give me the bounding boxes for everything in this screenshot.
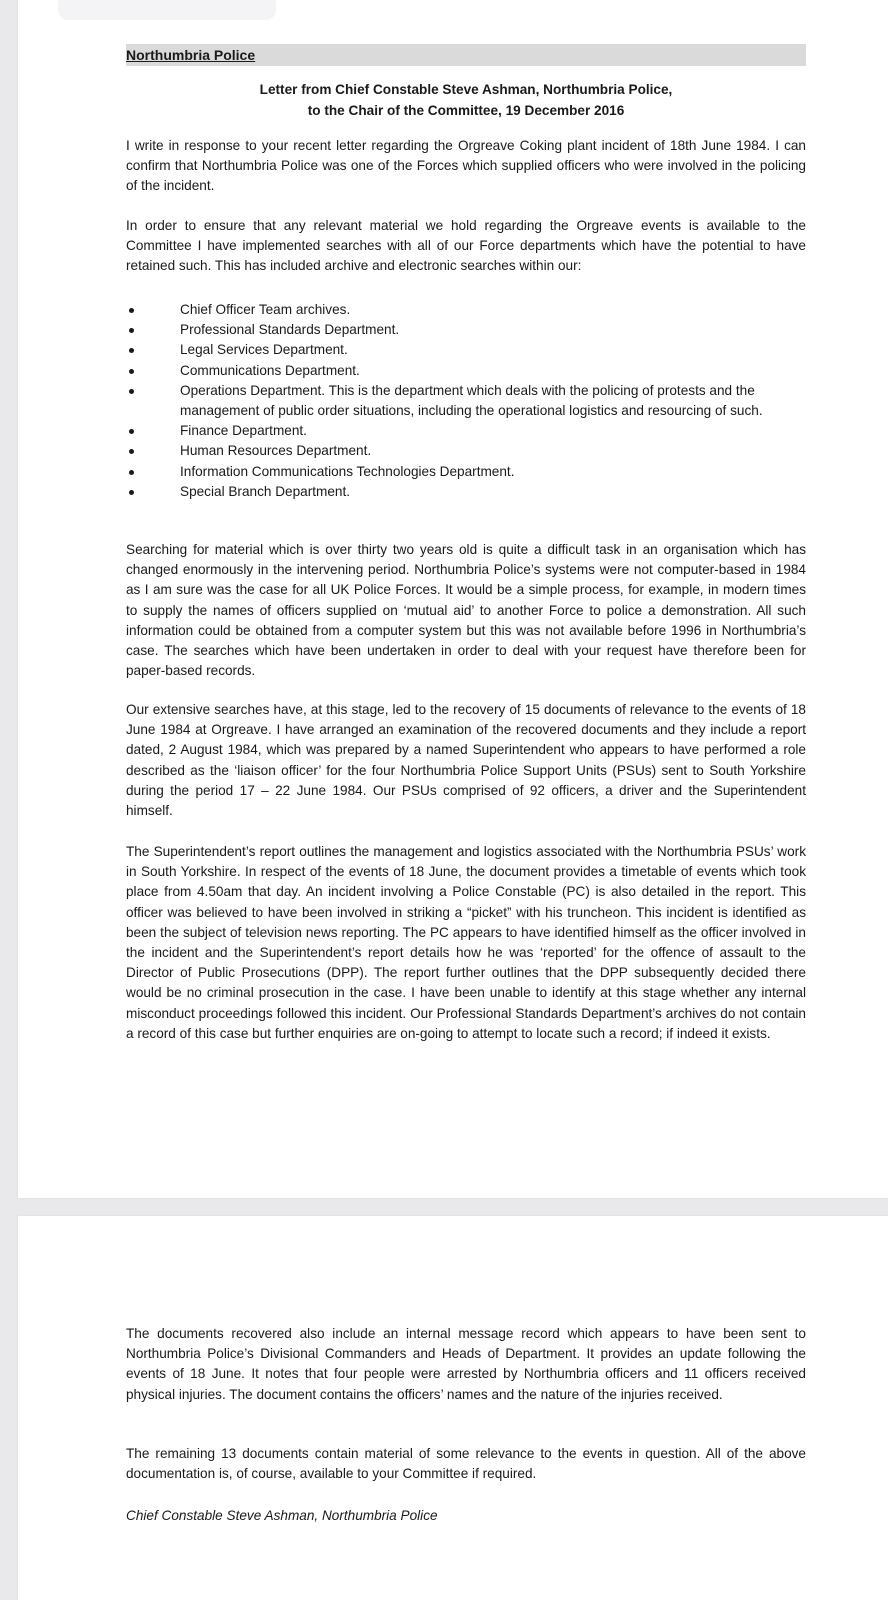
letter-title-line-2: to the Chair of the Committee, 19 December 2016 <box>307 102 625 118</box>
paragraph-1 <box>126 136 806 197</box>
letter-title <box>126 80 806 121</box>
departments-list <box>126 300 806 502</box>
list-item: Information Communications Technologies Department. <box>126 462 806 482</box>
list-item: Chief Officer Team archives. <box>126 300 806 320</box>
background-tab <box>58 0 276 20</box>
list-item: Legal Services Department. <box>126 340 806 360</box>
paragraph-text: In order to ensure that any relevant material we hold regarding the Orgreave events is available to the Committee I have implemented searches with all of our Force departments which have the potential to have retained such. This has included archive and electronic searches within our: <box>126 218 806 274</box>
paragraph-text: The remaining 13 documents contain material of some relevance to the events in question. All of the above documentation is, of course, available to your Committee if required. <box>126 1446 806 1482</box>
organisation-heading: Northumbria Police <box>126 47 256 63</box>
paragraph-4 <box>126 700 806 821</box>
list-item: Professional Standards Department. <box>126 320 806 340</box>
paragraph-text: I write in response to your recent letter regarding the Orgreave Coking plant incident of 18th June 1984. I can confirm that Northumbria Police was one of the Forces which supplied officers who were involved in the policing of the incident. <box>126 138 806 194</box>
bullet-icon <box>129 328 134 333</box>
signature: Chief Constable Steve Ashman, Northumbria Police <box>126 1508 438 1523</box>
bullet-icon <box>129 449 134 454</box>
bullet-icon <box>129 308 134 313</box>
document-page-1 <box>18 0 888 1198</box>
bullet-icon <box>129 389 134 394</box>
bullet-icon <box>129 490 134 495</box>
letter-title-line-1: Letter from Chief Constable Steve Ashman, Northumbria Police, <box>259 82 673 97</box>
paragraph-7 <box>126 1444 806 1484</box>
paragraph-text: Our extensive searches have, at this stage, led to the recovery of 15 documents of relevance to the events of 18 June 1984 at Orgreave. I have arranged an examination of the recovered documents and they include a report dated, 2 August 1984, which was prepared by a named Superintendent who appears to have performed a role described as the ‘liaison officer’ for the four Northumbria Police Support Units (PSUs) sent to South Yorkshire during the period 17 – 22 June 1984. Our PSUs comprised of 92 officers, a driver and the Superintendent himself. <box>126 702 806 819</box>
bullet-icon <box>129 470 134 475</box>
bullet-icon <box>129 429 134 434</box>
document-page-2 <box>18 1216 888 1600</box>
paragraph-text: Searching for material which is over thirty two years old is quite a difficult task in an organisation which has changed enormously in the intervening period. Northumbria Police’s systems were not computer-based in 1984 as I am sure was the case for all UK Police Forces. It would be a simple process, for example, in modern times to supply the names of officers supplied on ‘mutual aid’ to another Force to police a demonstration. All such information could be obtained from a computer system but this was not available before 1996 in Northumbria’s case. The searches which have been undertaken in order to deal with your request have therefore been for paper-based records. <box>126 542 806 679</box>
paragraph-3 <box>126 540 806 681</box>
paragraph-2 <box>126 216 806 277</box>
paragraph-text: The documents recovered also include an internal message record which appears to have been sent to Northumbria Police’s Divisional Commanders and Heads of Department. It provides an update following the events of 18 June. It notes that four people were arrested by Northumbria officers and 11 officers received physical injuries. The document contains the officers’ names and the nature of the injuries received. <box>126 1326 806 1402</box>
paragraph-5 <box>126 842 806 1044</box>
bullet-icon <box>129 348 134 353</box>
list-item: Special Branch Department. <box>126 482 806 502</box>
list-item: Human Resources Department. <box>126 441 806 461</box>
bullet-icon <box>129 369 134 374</box>
paragraph-6 <box>126 1324 806 1405</box>
list-item: Communications Department. <box>126 361 806 381</box>
list-item: Finance Department. <box>126 421 806 441</box>
paragraph-text: The Superintendent’s report outlines the management and logistics associated with the Northumbria PSUs’ work in South Yorkshire. In respect of the events of 18 June, the document provides a timetable of events which took place from 4.50am that day. An incident involving a Police Constable (PC) is also detailed in the report. This officer was believed to have been involved in striking a “picket” with his truncheon. This incident is identified as been the subject of television news reporting. The PC appears to have identified himself as the officer involved in the incident and the Superintendent’s report details how he was ‘reported’ for the offence of assault to the Director of Public Prosecutions (DPP). The report further outlines that the DPP subsequently decided there would be no criminal prosecution in the case. I have been unable to identify at this stage whether any internal misconduct proceedings followed this incident. Our Professional Standards Department’s archives do not contain a record of this case but further enquiries are on-going to attempt to locate such a record; if indeed it exists. <box>126 844 806 1041</box>
list-item: Operations Department. This is the department which deals with the policing of protests and the management of public order situations, including the operational logistics and resourcing of such. <box>126 381 806 421</box>
